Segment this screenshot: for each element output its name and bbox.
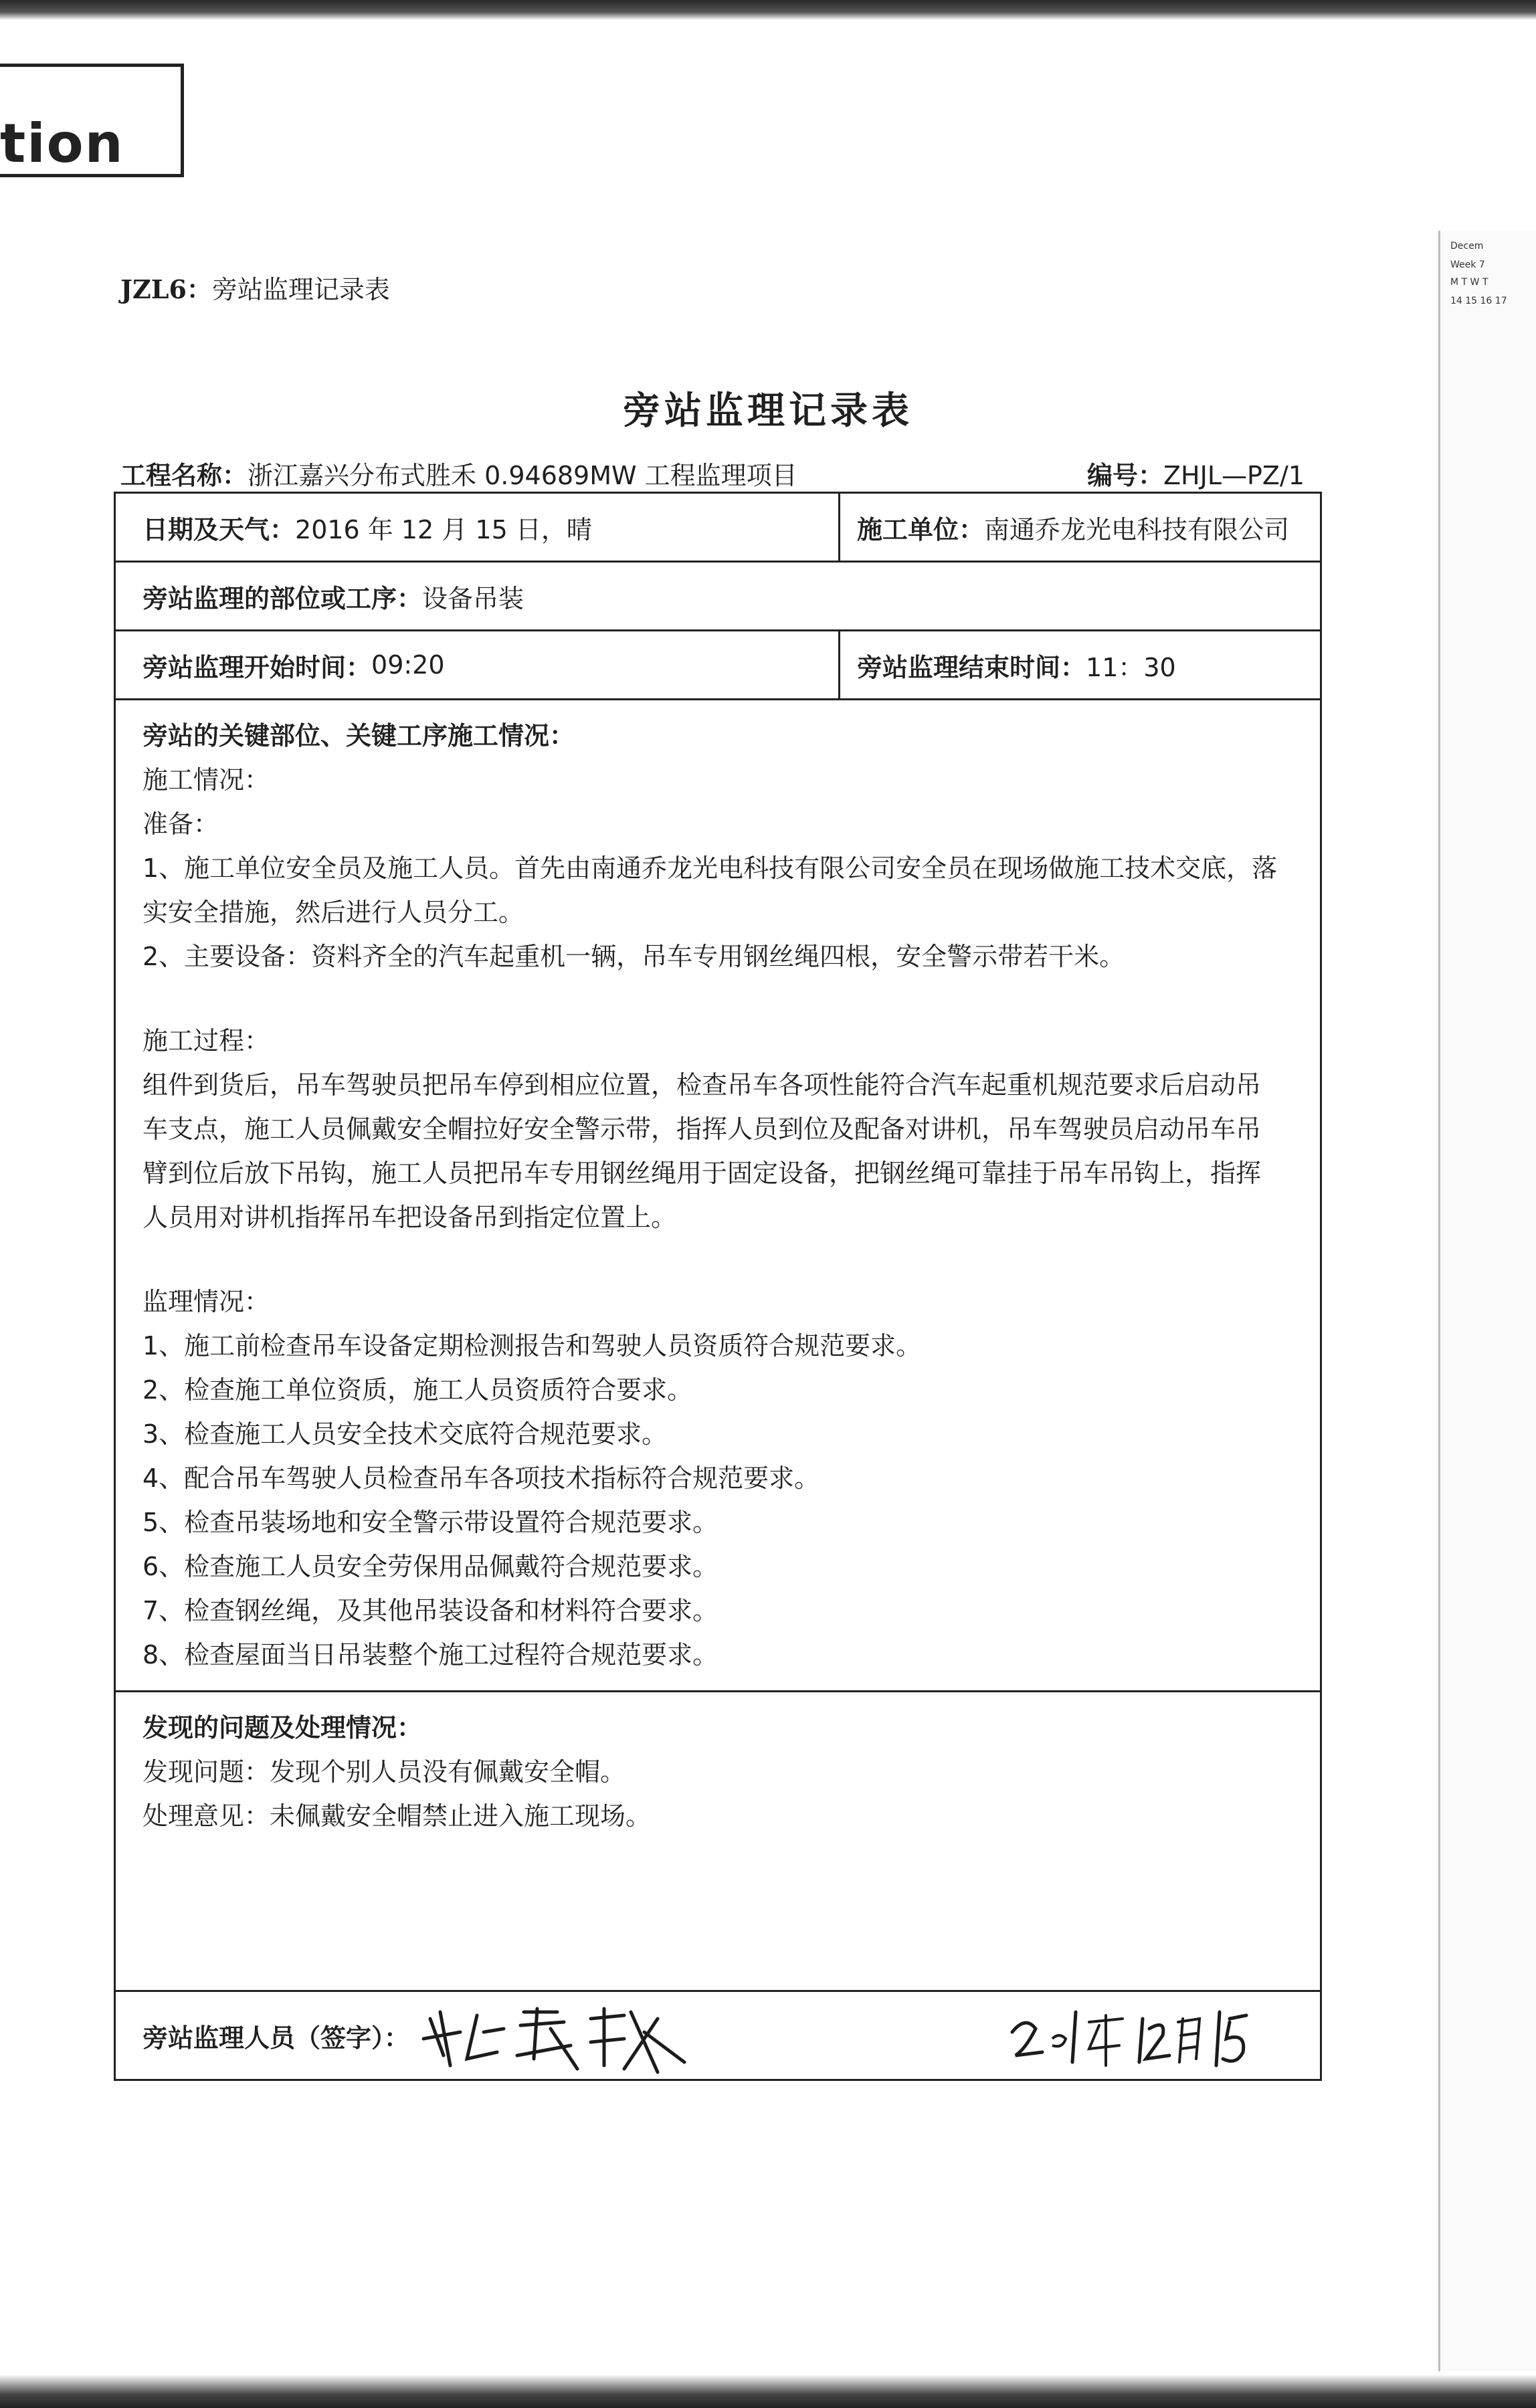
form-code <box>120 269 390 306</box>
problem-text: 发现问题：发现个别人员没有佩戴安全帽。 <box>142 1757 626 1787</box>
handwritten-date <box>1005 1999 1307 2072</box>
end-value: 11：30 <box>1086 652 1176 682</box>
project-value: 浙江嘉兴分布式胜禾 0.94689MW 工程监理项目 <box>248 461 797 490</box>
handwritten-signature <box>403 1992 738 2079</box>
key-heading: 旁站的关键部位、关键工序施工情况： <box>142 721 575 750</box>
calendar-month: Decem <box>1450 241 1484 252</box>
number-label: 编号： <box>1087 461 1164 490</box>
signer-cell <box>116 1992 450 2079</box>
calendar-days: M T W T <box>1450 277 1489 288</box>
supervision-item-3: 3、检查施工人员安全技术交底符合规范要求。 <box>142 1419 668 1449</box>
page-title: 旁站监理记录表 <box>623 389 913 433</box>
date-cell <box>116 494 838 561</box>
handling-text: 处理意见：未佩戴安全帽禁止进入施工现场。 <box>142 1801 652 1831</box>
problems-content <box>142 1706 651 1838</box>
part-label: 旁站监理的部位或工序： <box>142 583 423 613</box>
date-row <box>116 494 1320 563</box>
supervision-item-5: 5、检查吊装场地和安全警示带设置符合规范要求。 <box>142 1508 718 1537</box>
construction-label: 施工情况： <box>142 765 270 795</box>
calendar-dates: 14 15 16 17 <box>1450 296 1507 306</box>
supervision-item-7: 7、检查钢丝绳，及其他吊装设备和材料符合要求。 <box>142 1596 718 1625</box>
end-label: 旁站监理结束时间： <box>857 652 1086 682</box>
supervision-item-8: 8、检查屋面当日吊装整个施工过程符合规范要求。 <box>142 1640 718 1670</box>
unit-cell <box>840 494 1309 561</box>
key-section <box>116 700 1320 1692</box>
start-value: 09:20 <box>371 650 445 680</box>
part-value: 设备吊装 <box>422 583 524 613</box>
key-content <box>142 714 1280 1677</box>
supervision-item-2: 2、检查施工单位资质，施工人员资质符合要求。 <box>142 1375 693 1405</box>
project-name <box>120 455 797 492</box>
prepare-item-2: 2、主要设备：资料齐全的汽车起重机一辆，吊车专用钢丝绳四根，安全警示带若干米。 <box>142 942 1125 971</box>
prepare-label: 准备： <box>142 809 219 839</box>
start-cell <box>116 631 838 698</box>
form-code-title: 旁站监理记录表 <box>211 275 390 304</box>
problems-section <box>116 1692 1320 1992</box>
problems-label: 发现的问题及处理情况： <box>142 1713 423 1742</box>
date-value: 2016 年 12 月 15 日，晴 <box>295 514 592 544</box>
supervision-item-4: 4、配合吊车驾驶人员检查吊车各项技术指标符合规范要求。 <box>142 1464 820 1493</box>
start-label: 旁站监理开始时间： <box>142 652 372 682</box>
prepare-item-1: 1、施工单位安全员及施工人员。首先由南通乔龙光电科技有限公司安全员在现场做施工技术交底，落实安全措施，然后进行人员分工。 <box>142 854 1278 927</box>
calendar-week: Week 7 <box>1450 260 1485 270</box>
end-cell <box>840 631 1309 698</box>
date-label: 日期及天气： <box>142 514 296 544</box>
process-label: 施工过程： <box>142 1026 270 1056</box>
background-frame-text: tion <box>0 117 124 164</box>
unit-label: 施工单位： <box>857 514 985 544</box>
process-text: 组件到货后，吊车驾驶员把吊车停到相应位置，检查吊车各项性能符合汽车起重机规范要求后启动吊车支点，施工人员佩戴安全帽拉好安全警示带，指挥人员到位及配备对讲机，吊车驾驶员启动吊车吊臂到位后放下吊钩，施工人员把吊车专用钢丝绳用于固定设备，把钢丝绳可靠挂于吊车吊钩上，指挥人员用对讲机指挥吊车把设备吊到指定位置上。 <box>142 1070 1262 1232</box>
supervision-item-6: 6、检查施工人员安全劳保用品佩戴符合规范要求。 <box>142 1552 718 1581</box>
scan-edge-top <box>0 0 1536 20</box>
part-row <box>116 563 1320 631</box>
number-value: ZHJL—PZ/1 <box>1163 461 1305 490</box>
record-table <box>114 492 1322 2081</box>
signature-row <box>116 1992 1320 2079</box>
unit-value: 南通乔龙光电科技有限公司 <box>984 514 1290 544</box>
signer-label: 旁站监理人员（签字）： <box>142 2023 410 2053</box>
form-code-prefix: JZL6： <box>120 274 212 304</box>
record-number <box>1087 455 1305 492</box>
scan-edge-bottom <box>0 2375 1536 2408</box>
project-label: 工程名称： <box>120 461 248 490</box>
supervision-item-1: 1、施工前检查吊车设备定期检测报告和驾驶人员资质符合规范要求。 <box>142 1331 922 1361</box>
part-cell <box>116 563 1313 629</box>
background-calendar <box>1438 231 1536 2371</box>
time-row <box>116 631 1320 700</box>
supervision-label: 监理情况： <box>142 1287 270 1316</box>
